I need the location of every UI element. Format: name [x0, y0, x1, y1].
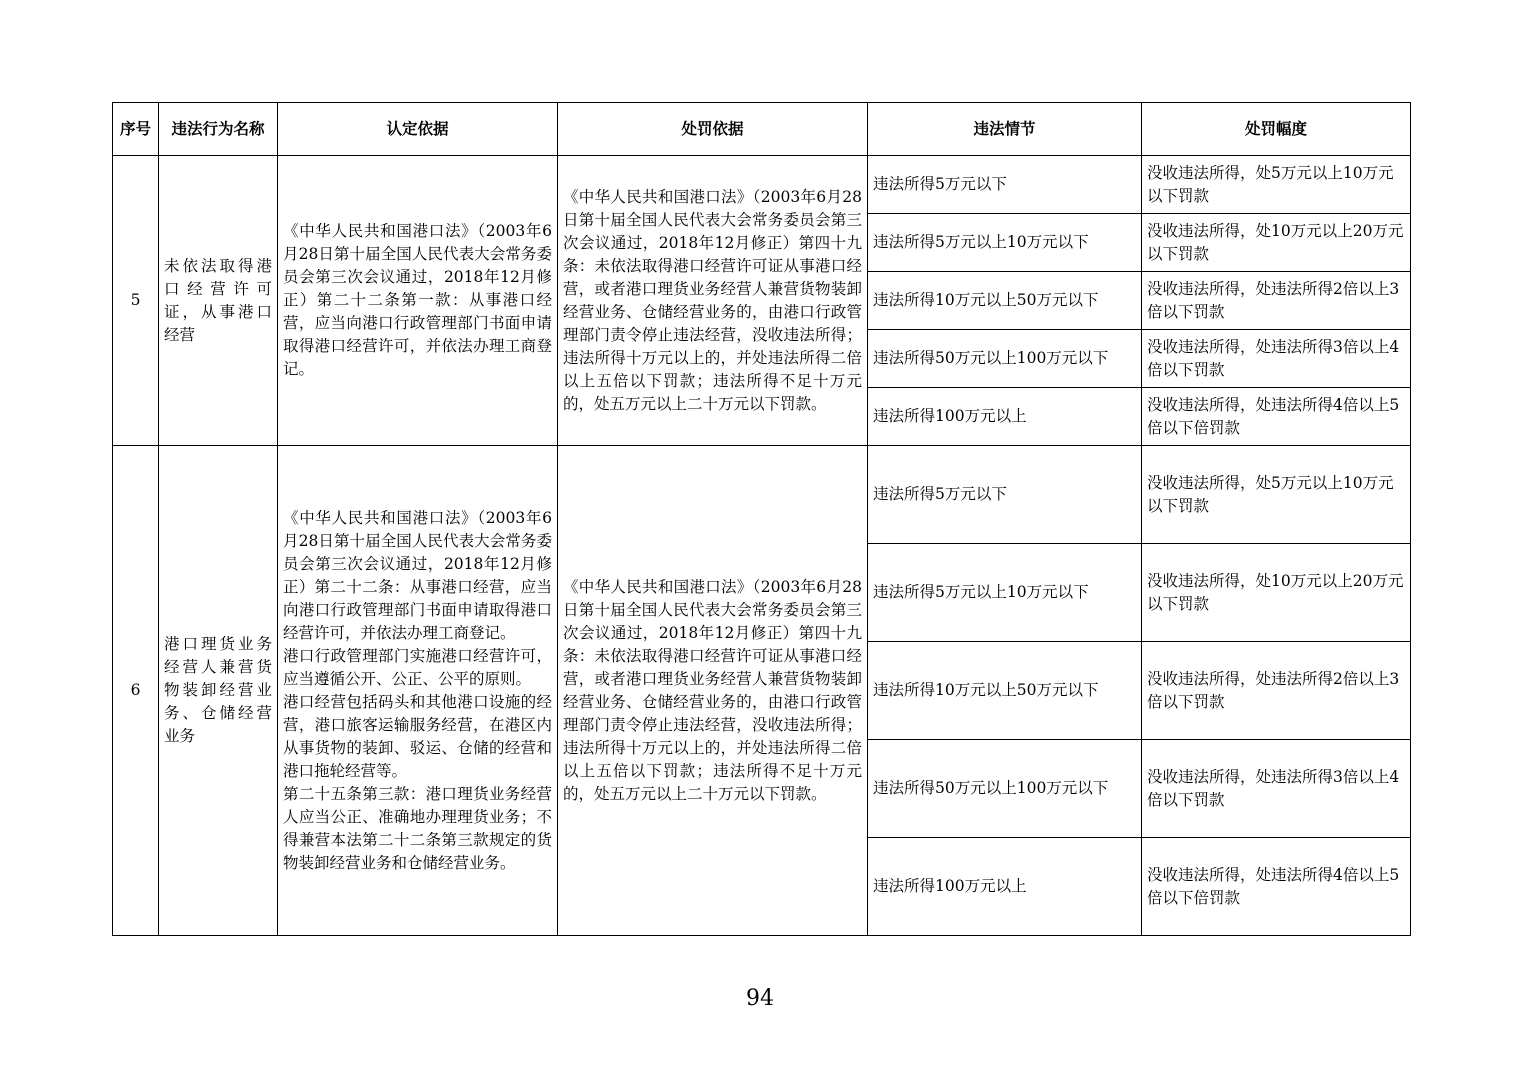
table-header-row [113, 103, 1411, 156]
circumstance-cell: 违法所得10万元以上50万元以下 [868, 642, 1142, 740]
penalty-range-cell: 没收违法所得，处10万元以上20万元以下罚款 [1142, 544, 1411, 642]
penalty-range-cell: 没收违法所得，处5万元以上10万元以下罚款 [1142, 446, 1411, 544]
circumstance-cell: 违法所得100万元以上 [868, 838, 1142, 936]
penalty-basis: 《中华人民共和国港口法》（2003年6月28日第十届全国人民代表大会常务委员会第三次会议通过，2018年12月修正）第四十九条：未依法取得港口经营许可证从事港口经营，或者港口理货业务经营人兼营货物装卸经营业务、仓储经营业务的，由港口行政管理部门责令停止违法经营，没收违法所得；违法所得十万元以上的，并处违法所得二倍以上五倍以下罚款；违法所得不足十万元的，处五万元以上二十万元以下罚款。 [558, 156, 868, 446]
header-seq: 序号 [113, 103, 159, 156]
circumstance-cell: 违法所得5万元以下 [868, 156, 1142, 214]
penalty-basis: 《中华人民共和国港口法》（2003年6月28日第十届全国人民代表大会常务委员会第三次会议通过，2018年12月修正）第四十九条：未依法取得港口经营许可证从事港口经营，或者港口理货业务经营人兼营货物装卸经营业务、仓储经营业务的，由港口行政管理部门责令停止违法经营，没收违法所得；违法所得十万元以上的，并处违法所得二倍以上五倍以下罚款；违法所得不足十万元的，处五万元以上二十万元以下罚款。 [558, 446, 868, 936]
circumstance-cell: 违法所得100万元以上 [868, 388, 1142, 446]
header-determination-basis: 认定依据 [278, 103, 558, 156]
penalty-range-cell: 没收违法所得，处违法所得3倍以上4倍以下罚款 [1142, 740, 1411, 838]
penalty-range-cell: 没收违法所得，处违法所得4倍以上5倍以下倍罚款 [1142, 388, 1411, 446]
circumstance-cell: 违法所得5万元以上10万元以下 [868, 214, 1142, 272]
table-row [113, 156, 1411, 214]
header-penalty-basis: 处罚依据 [558, 103, 868, 156]
violation-name: 港口理货业务经营人兼营货物装卸经营业务、仓储经营业务 [159, 446, 278, 936]
penalty-range-cell: 没收违法所得，处违法所得2倍以上3倍以下罚款 [1142, 642, 1411, 740]
row-number: 5 [113, 156, 159, 446]
circumstance-cell: 违法所得50万元以上100万元以下 [868, 740, 1142, 838]
violation-name: 未依法取得港口经营许可证，从事港口经营 [159, 156, 278, 446]
determination-basis [278, 446, 558, 936]
header-violation-name: 违法行为名称 [159, 103, 278, 156]
penalty-range-cell: 没收违法所得，处10万元以上20万元以下罚款 [1142, 214, 1411, 272]
circumstance-cell: 违法所得5万元以上10万元以下 [868, 544, 1142, 642]
circumstance-cell: 违法所得50万元以上100万元以下 [868, 330, 1142, 388]
penalty-range-cell: 没收违法所得，处违法所得2倍以上3倍以下罚款 [1142, 272, 1411, 330]
circumstance-cell: 违法所得5万元以下 [868, 446, 1142, 544]
table-row [113, 446, 1411, 544]
basis-paragraph: 《中华人民共和国港口法》（2003年6月28日第十届全国人民代表大会常务委员会第三次会议通过，2018年12月修正）第二十二条：从事港口经营，应当向港口行政管理部门书面申请取得港口经营许可，并依法办理工商登记。 [283, 508, 552, 642]
determination-basis: 《中华人民共和国港口法》（2003年6月28日第十届全国人民代表大会常务委员会第三次会议通过，2018年12月修正）第二十二条第一款：从事港口经营，应当向港口行政管理部门书面申请取得港口经营许可，并依法办理工商登记。 [278, 156, 558, 446]
basis-paragraph: 港口经营包括码头和其他港口设施的经营，港口旅客运输服务经营，在港区内从事货物的装卸、驳运、仓储的经营和港口拖轮经营等。 [283, 692, 552, 780]
header-penalty-range: 处罚幅度 [1142, 103, 1411, 156]
basis-paragraph: 第二十五条第三款：港口理货业务经营人应当公正、准确地办理理货业务；不得兼营本法第二十二条第三款规定的货物装卸经营业务和仓储经营业务。 [283, 784, 552, 872]
row-number: 6 [113, 446, 159, 936]
penalty-range-cell: 没收违法所得，处5万元以上10万元以下罚款 [1142, 156, 1411, 214]
penalty-range-cell: 没收违法所得，处违法所得4倍以上5倍以下倍罚款 [1142, 838, 1411, 936]
header-circumstance: 违法情节 [868, 103, 1142, 156]
penalty-range-cell: 没收违法所得，处违法所得3倍以上4倍以下罚款 [1142, 330, 1411, 388]
circumstance-cell: 违法所得10万元以上50万元以下 [868, 272, 1142, 330]
page-number: 94 [746, 986, 774, 1011]
penalty-table [112, 102, 1411, 936]
basis-paragraph: 港口行政管理部门实施港口经营许可，应当遵循公开、公正、公平的原则。 [283, 646, 552, 688]
